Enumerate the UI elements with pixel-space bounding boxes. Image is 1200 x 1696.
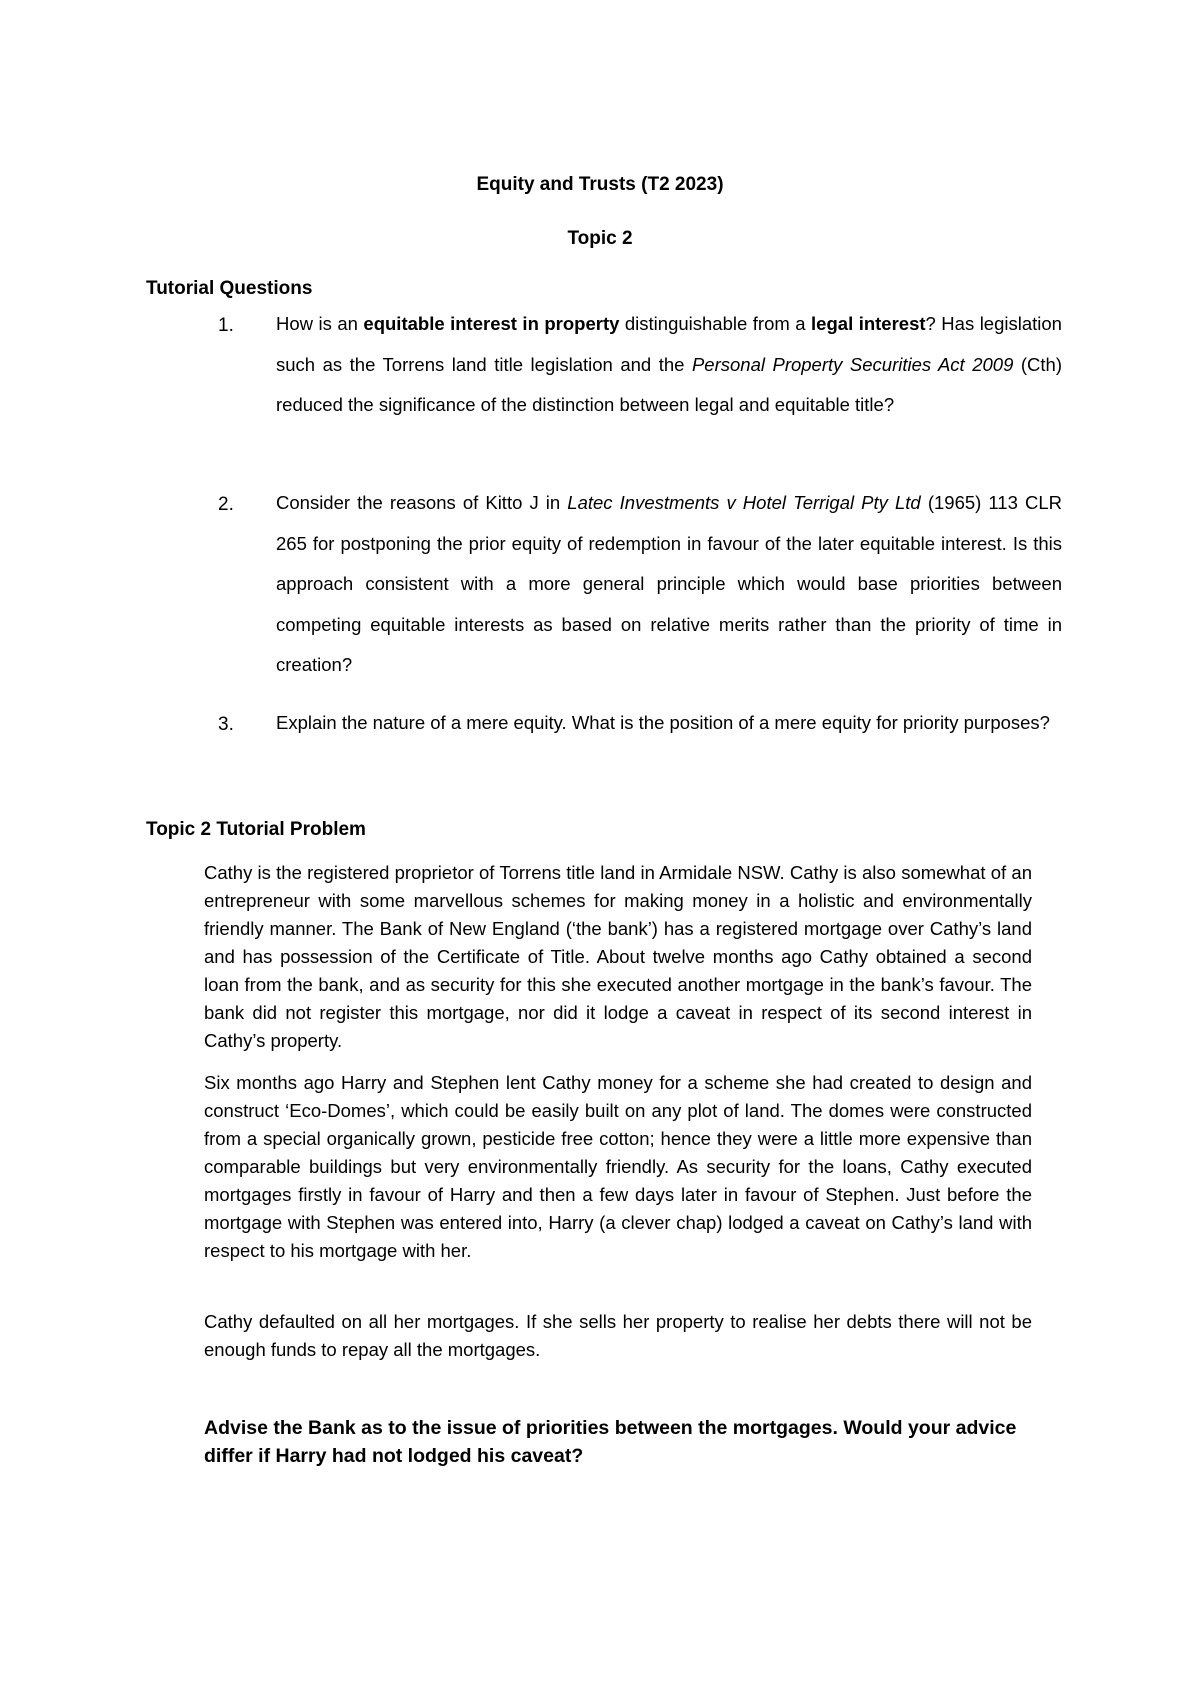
question-1-text: How is an equitable interest in property distinguishable from a legal interest? Has legislation such as the Torrens land title legislation and the Personal Property Securities Act 2009 (Cth) reduced the significance of the distinction between legal and equitable title? [276, 313, 1062, 415]
advise-instruction: Advise the Bank as to the issue of priorities between the mortgages. Would your advice differ if Harry had not lodged his caveat? [204, 1417, 1017, 1467]
question-2-number: 2. [218, 494, 234, 515]
question-3-text: Explain the nature of a mere equity. What is the position of a mere equity for priority purposes? [276, 712, 1050, 733]
question-2-text: Consider the reasons of Kitto J in Latec Investments v Hotel Terrigal Pty Ltd (1965) 113 CLR 265 for postponing the prior equity of redemption in favour of the later equitable interest. Is this approach consistent with a more general principle which would base priorities between competing equitable interests as based on relative merits rather than the priority of time in creation? [276, 492, 1062, 675]
tutorial-problem-heading: Topic 2 Tutorial Problem [146, 819, 366, 840]
question-3-number: 3. [218, 714, 234, 735]
problem-paragraph-2: Six months ago Harry and Stephen lent Cathy money for a scheme she had created to design and construct ‘Eco-Domes’, which could be easily built on any plot of land. The domes were constructed from a special organically grown, pesticide free cotton; hence they were a little more expensive than comparable buildings but very environmentally friendly. As security for the loans, Cathy executed mortgages firstly in favour of Harry and then a few days later in favour of Stephen. Just before the mortgage with Stephen was entered into, Harry (a clever chap) lodged a caveat on Cathy’s land with respect to his mortgage with her. [204, 1072, 1032, 1261]
document-title: Equity and Trusts (T2 2023) [476, 174, 724, 195]
question-1-number: 1. [218, 315, 234, 336]
document-subtitle: Topic 2 [567, 228, 633, 249]
tutorial-questions-heading: Tutorial Questions [146, 278, 313, 299]
problem-paragraph-1: Cathy is the registered proprietor of Torrens title land in Armidale NSW. Cathy is also somewhat of an entrepreneur with some marvellous schemes for making money in a holistic and environmentally friendly manner. The Bank of New England (‘the bank’) has a registered mortgage over Cathy’s land and has possession of the Certificate of Title. About twelve months ago Cathy obtained a second loan from the bank, and as security for this she executed another mortgage in the bank’s favour. The bank did not register this mortgage, nor did it lodge a caveat in respect of its second interest in Cathy’s property. [204, 862, 1032, 1051]
problem-paragraph-3: Cathy defaulted on all her mortgages. If she sells her property to realise her debts there will not be enough funds to repay all the mortgages. [204, 1311, 1032, 1360]
